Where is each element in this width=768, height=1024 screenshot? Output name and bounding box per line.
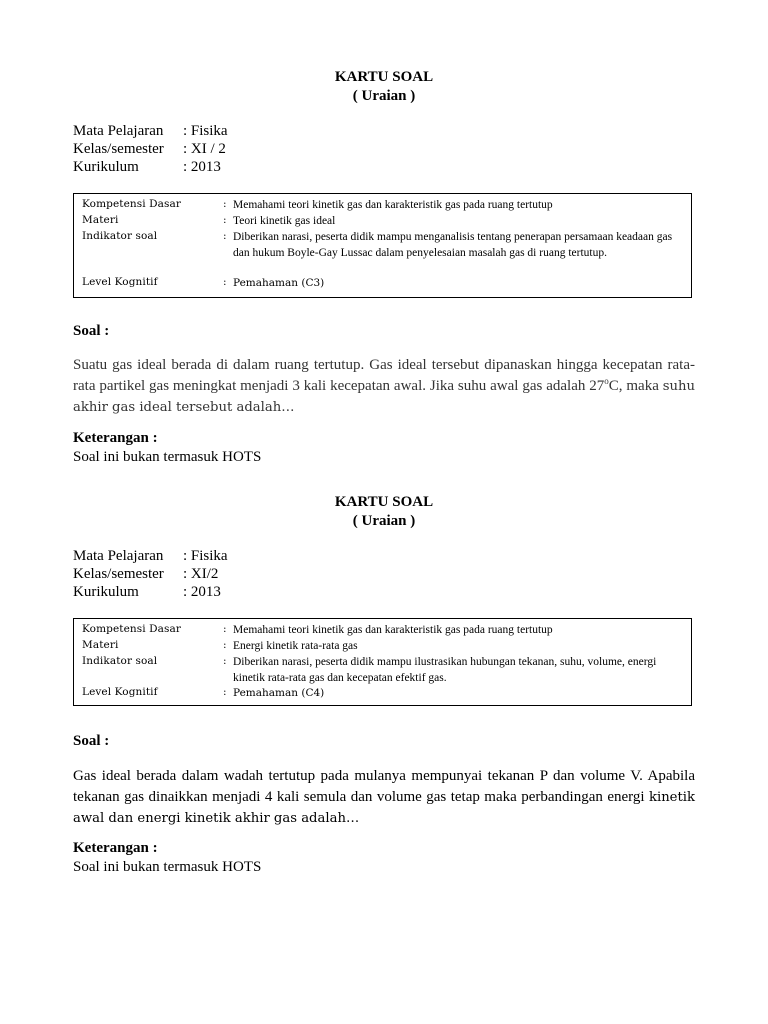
competency-label: Kompetensi Dasar (82, 198, 182, 210)
competency-value: Memahami teori kinetik gas dan karakteristik gas pada ruang tertutup (233, 624, 553, 636)
degree-superscript: o (604, 375, 609, 386)
cognitive-level-value: Pemahaman (C3) (233, 277, 325, 289)
note-heading: Keterangan : (73, 840, 158, 856)
material-label: Materi (82, 214, 119, 226)
meta-label: Kelas/semester (73, 141, 164, 157)
question-text-part: kinetik awal dan energi kinetik akhir gas adalah… (73, 789, 695, 826)
colon: : (223, 623, 227, 635)
meta-label: Kelas/semester (73, 566, 164, 582)
indicator-value: Diberikan narasi, peserta didik mampu menganalisis tentang penerapan persamaan keadaan gas dan hukum Boyle-Gay Lussac dalam penyelesaian masalah gas di ruang tertutup. (233, 231, 673, 259)
meta-value: : 2013 (183, 159, 221, 175)
competency-label: Kompetensi Dasar (82, 623, 182, 635)
meta-value: : XI / 2 (183, 141, 226, 157)
colon: : (223, 639, 227, 651)
card-title: KARTU SOAL (334, 494, 434, 510)
colon: : (223, 655, 227, 667)
question-text-part: Gas ideal berada dalam wadah tertutup pada mulanya mempunyai tekanan P dan volume V. Apabila tekanan gas dinaikkan menjadi 4 kali semula dan volume gas tetap maka perbandingan energi (73, 768, 695, 805)
question-heading: Soal : (73, 733, 110, 749)
question-text-part: C, maka (608, 377, 663, 394)
note-text: Soal ini bukan termasuk HOTS (73, 859, 262, 875)
cognitive-level-label: Level Kognitif (82, 276, 158, 288)
card-subtitle: ( Uraian ) (352, 513, 416, 529)
meta-value: : Fisika (183, 123, 228, 139)
card-title: KARTU SOAL (334, 69, 434, 85)
card-subtitle: ( Uraian ) (352, 88, 416, 104)
question-heading: Soal : (73, 323, 110, 339)
indicator-label: Indikator soal (82, 655, 158, 667)
meta-label: Mata Pelajaran (73, 123, 164, 139)
meta-value: : Fisika (183, 548, 228, 564)
competency-value: Memahami teori kinetik gas dan karakteristik gas pada ruang tertutup (233, 199, 553, 211)
question-text (73, 355, 695, 419)
note-text: Soal ini bukan termasuk HOTS (73, 449, 262, 465)
indicator-label: Indikator soal (82, 230, 158, 242)
meta-label: Kurikulum (73, 584, 139, 600)
colon: : (223, 214, 227, 226)
colon: : (223, 230, 227, 242)
competency-box (73, 193, 692, 298)
question-text-part: suhu akhir gas ideal tersebut adalah… (73, 378, 695, 415)
colon: : (223, 276, 227, 288)
cognitive-level-value: Pemahaman (C4) (233, 687, 325, 699)
question-text (73, 766, 695, 830)
material-label: Materi (82, 639, 119, 651)
indicator-value: Diberikan narasi, peserta didik mampu ilustrasikan hubungan tekanan, suhu, volume, energi kinetik rata-rata gas dan kecepatan efektif gas. (233, 656, 657, 684)
note-heading: Keterangan : (73, 430, 158, 446)
competency-box (73, 618, 692, 706)
question-text-part: Suatu gas ideal berada di dalam ruang tertutup. Gas ideal tersebut dipanaskan hingga kecepatan rata-rata partikel gas meningkat menjadi 3 kali kecepatan awal. Jika suhu awal gas adalah 27 (73, 357, 695, 394)
colon: : (223, 686, 227, 698)
meta-label: Kurikulum (73, 159, 139, 175)
colon: : (223, 198, 227, 210)
meta-label: Mata Pelajaran (73, 548, 164, 564)
meta-value: : 2013 (183, 584, 221, 600)
material-value: Teori kinetik gas ideal (233, 215, 336, 227)
material-value: Energi kinetik rata-rata gas (233, 640, 358, 652)
cognitive-level-label: Level Kognitif (82, 686, 158, 698)
meta-value: : XI/2 (183, 566, 219, 582)
